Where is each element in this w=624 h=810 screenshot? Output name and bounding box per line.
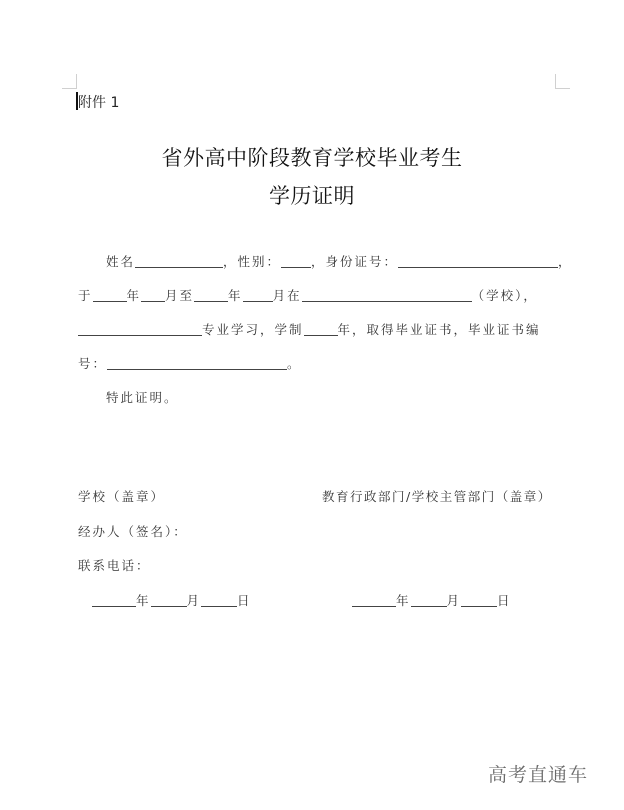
- phone-label: 联系电话：: [78, 558, 151, 573]
- year-label: 年: [228, 288, 243, 303]
- gender-label: ，性别：: [223, 254, 282, 269]
- day-label: 日: [497, 593, 512, 608]
- school-blank[interactable]: [302, 289, 472, 302]
- watermark: 高考直通车: [488, 764, 589, 786]
- document-title: 省外高中阶段教育学校毕业考生: [161, 146, 463, 170]
- year-label: 年: [136, 593, 151, 608]
- month-blank[interactable]: [411, 594, 447, 607]
- year-blank[interactable]: [352, 594, 396, 607]
- gender-blank[interactable]: [281, 255, 311, 268]
- certificate-number-blank[interactable]: [107, 357, 287, 370]
- month-label: 月: [186, 593, 202, 608]
- school-stamp-label: 学校（盖章）: [78, 489, 166, 504]
- month-at-label: 月在: [272, 288, 302, 303]
- certificate-label: 年，取得毕业证书，毕业证书编: [337, 322, 541, 337]
- date-right: [352, 591, 512, 609]
- name-blank[interactable]: [135, 255, 223, 268]
- certify-text: 特此证明。: [106, 390, 179, 405]
- month-to-label: 月至: [165, 288, 195, 303]
- department-stamp-label: 教育行政部门/学校主管部门（盖章）: [322, 489, 552, 504]
- body-line-3: [78, 320, 541, 338]
- month-label: 月: [446, 593, 462, 608]
- body-line-4: [78, 354, 302, 372]
- page-corner-mark-left: [62, 74, 77, 89]
- handler-signature-label: 经办人（签名）：: [78, 524, 188, 539]
- date-left: [92, 591, 252, 609]
- day-blank[interactable]: [461, 594, 497, 607]
- school-suffix: （学校），: [471, 288, 538, 303]
- id-label: ，身份证号：: [311, 254, 399, 269]
- start-year-blank[interactable]: [93, 289, 127, 302]
- end-month-blank[interactable]: [243, 289, 273, 302]
- period: 。: [287, 356, 302, 371]
- number-label: 号：: [78, 356, 108, 371]
- day-label: 日: [237, 593, 252, 608]
- document-subtitle: 学历证明: [269, 184, 355, 208]
- year-label: 年: [396, 593, 411, 608]
- comma: ，: [558, 254, 573, 269]
- day-blank[interactable]: [201, 594, 237, 607]
- year-label: 年: [126, 288, 142, 303]
- start-month-blank[interactable]: [141, 289, 165, 302]
- page-corner-mark-right: [555, 74, 570, 89]
- id-number-blank[interactable]: [398, 255, 558, 268]
- end-year-blank[interactable]: [194, 289, 228, 302]
- name-label: 姓名: [106, 254, 136, 269]
- major-blank[interactable]: [78, 323, 202, 336]
- major-label: 专业学习，学制: [202, 322, 304, 337]
- year-blank[interactable]: [92, 594, 136, 607]
- duration-blank[interactable]: [304, 323, 338, 336]
- body-line-2: [78, 286, 538, 304]
- from-label: 于: [78, 288, 93, 303]
- month-blank[interactable]: [151, 594, 187, 607]
- body-line-1: [106, 252, 573, 270]
- annex-label: 附件 1: [78, 95, 120, 111]
